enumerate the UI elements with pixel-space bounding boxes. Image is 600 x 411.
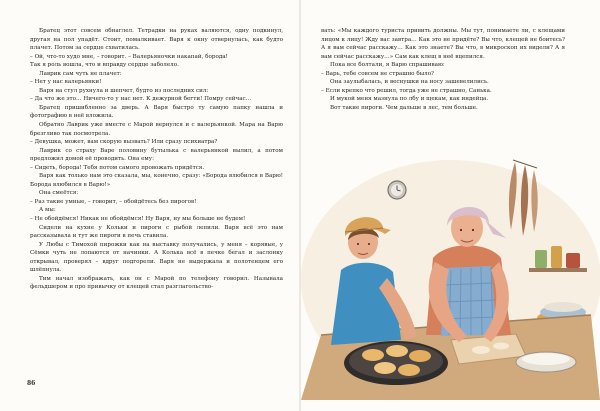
left-text-column [30, 27, 283, 292]
paragraph: Лаврик сам чуть не плачет: [39, 70, 122, 77]
paragraph: – Девушка, может, вам скорую вызвать? Или сразу психиатра? [30, 139, 218, 146]
paragraph: Тим начал изображать, как он с Марой по телефону говорил. Называла фельдшером и про привычку от клещей стал разглагольство- [30, 275, 283, 291]
boy-and-woman-making-pies-illustration [301, 150, 600, 400]
paragraph: – Не обойдёмся! Никак не обойдёмся! Ну Варя, ну мы больше не будем! [30, 216, 246, 223]
paragraph: Братец пришибленно за дверь. А Варя быстро ту самую папку нашла и фотографию в неё вложила. [30, 104, 283, 120]
paragraph: И мукой меня мазнула по лбу и щекам, как индейца. [330, 96, 489, 103]
paragraph: – Сидеть, борода! Тебя потом самого провожать придётся. [30, 164, 205, 171]
paragraph: Пока все болтали, я Варю спрашиваю: [330, 62, 445, 69]
paragraph: Она смеётся: [39, 190, 79, 197]
paragraph: Лаврик со страху Варе половину бутылька с валерьянкой вылил, а потом предложил домой её проводить. Она ему: [30, 147, 283, 163]
paragraph: Вот такие пироги. Чем дальше в лес, тем больше. [330, 104, 478, 111]
paragraph: Она заулыбалась, и веснушки на носу зашевелились. [330, 79, 489, 86]
flour-bowl [516, 352, 576, 372]
paragraph: – Если крепко что решил, тогда уже не страшно, Санька. [321, 87, 492, 94]
paragraph: Обратно Лаврик уже вместе с Марой вернулся и с валерьянкой. Мара на Варю брезгливо так посмотрела. [30, 122, 283, 137]
paragraph: Братец этот совсем обнаглел. Тетрадки на руках валяются, одну подкинул, другая на пол упадёт. Стоит, помалкивает. Варя к окну отвернулась, как будто плачет. Потом за сердце схватилась. [30, 28, 283, 52]
paragraph: – Да что же это… Ничего-то у нас нет. К дежурной бегти! Помру сейчас… [30, 96, 252, 103]
wall-clock [388, 181, 406, 199]
paragraph: У Любы с Тимохой пирожки как на выставку получались, у меня – корявые, у Сёмки чуть не лопаются от начинки. А Колька всё в печке бегал и заслонку открывал, проверял – вдруг подгорели. Варя не выдержала и полотенцем его шлёпнула. [30, 241, 283, 274]
paragraph: А мы: [39, 207, 56, 214]
page-number: 86 [27, 380, 36, 387]
paragraph: – Нет у нас валерьянки! [30, 79, 102, 86]
paragraph: Так я роль вошла, что и вправду сердце заболело. [30, 62, 179, 69]
paragraph: Варя на стул рухнула и шепчет, будто из последних сил: [39, 87, 209, 94]
paragraph: – Раз такие умные, – говорит, – обойдётесь без пирогов! [30, 198, 197, 205]
paragraph: вать: «Мы каждого туриста привить должны. Мы тут, понимаете ли, с клещами лицом к лицу! Жду вас завтра… Как это не придёте? Вы что, клещей не боитесь? А я вам сейчас расскажу… Как это знаете? Вы что, в микроскоп их видели? А я вам сейчас расскажу…» Сам как клещ в неё вцепился. [321, 28, 565, 60]
right-text-column [321, 27, 565, 112]
paragraph: – Варь, тебе совсем не страшно было? [321, 70, 435, 77]
paragraph: Сидели на кухне у Кольки и пироги с рыбой лепили. Варя всё это нам рассказывала и тут же пироги в печь ставила. [30, 224, 283, 240]
paragraph: – Ой, что-то худо мне, – говорит. – Валерьяночки накапай, борода! [30, 53, 228, 60]
baking-tray-with-pies [344, 341, 448, 385]
paragraph: Варя как только нам это сказала, мы, конечно, сразу: «Борода влюбился в Варю! Борода влюбился в Варю!» [30, 173, 283, 188]
